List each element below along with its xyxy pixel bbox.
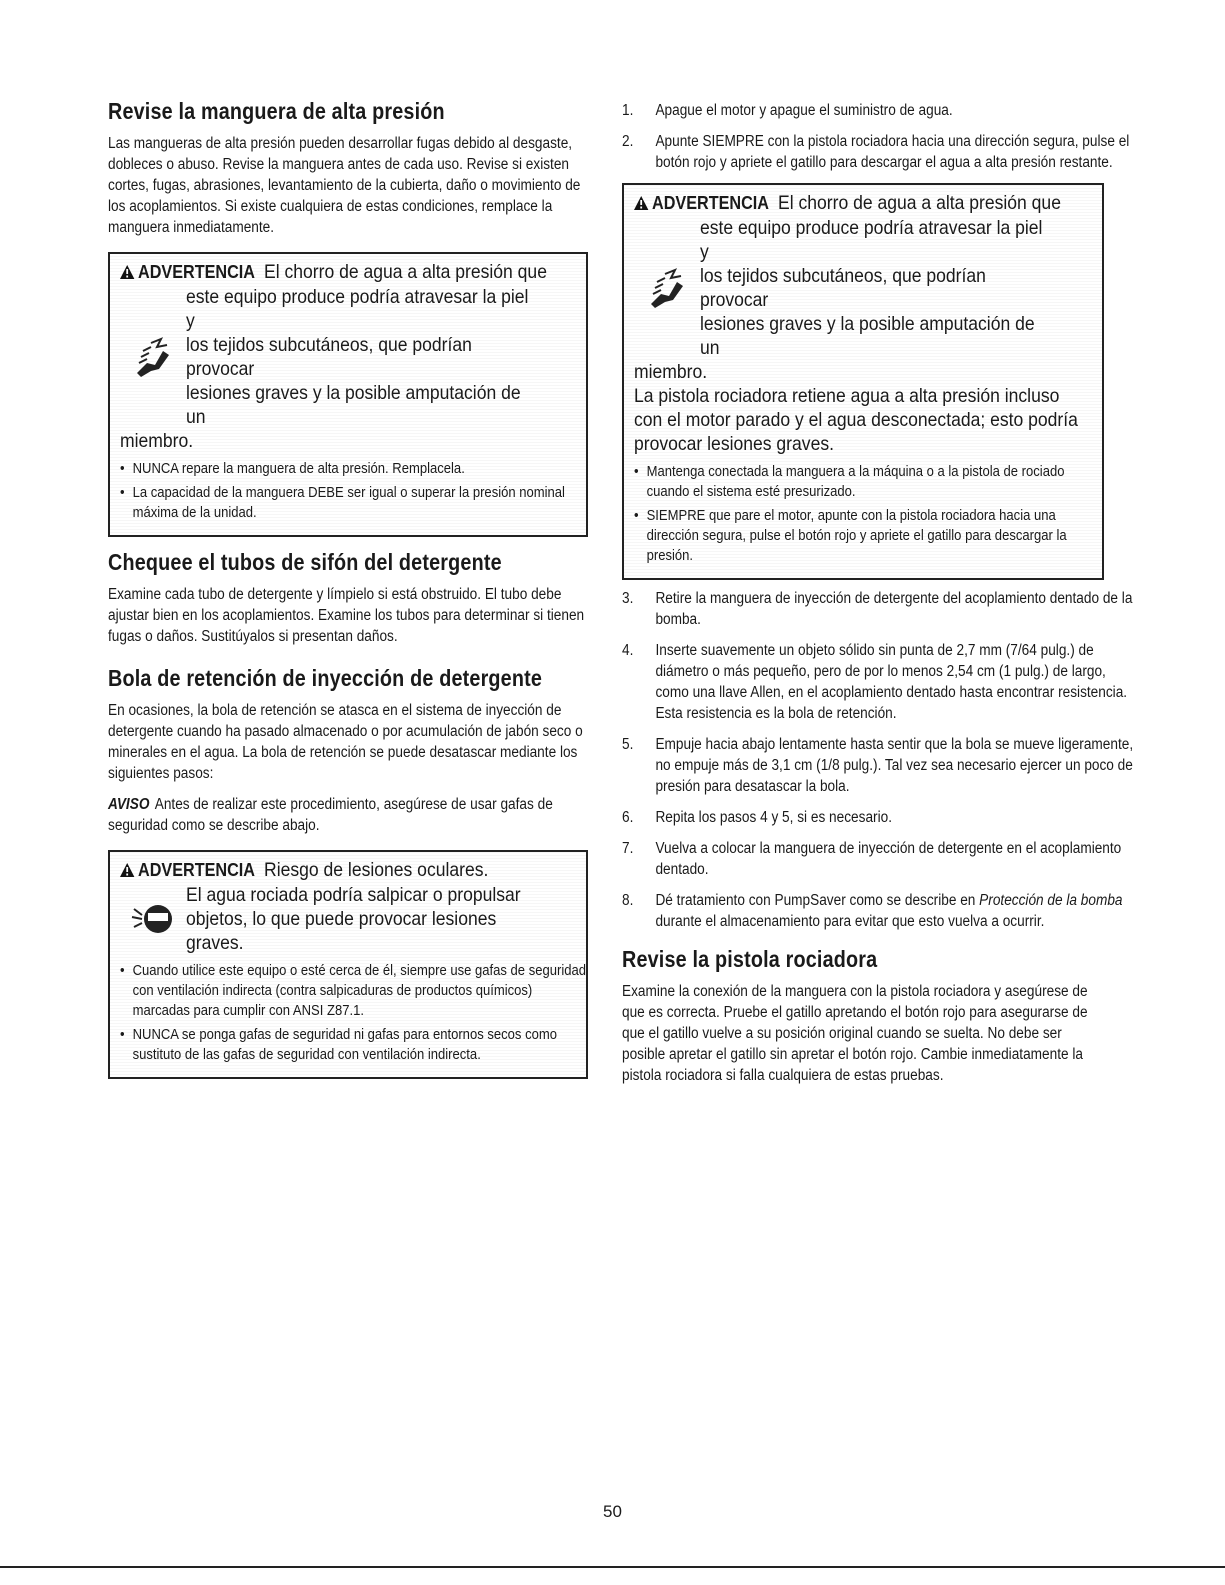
list-item: 5. Empuje hacia abajo lentamente hasta sentir que la bola se mueve ligeramente, no empuje más de 3,1 cm (1/8 pulg.). Tal vez sea necesario ejercer un poco de presión para desatascar la bola. <box>622 736 1134 795</box>
notice-paragraph: AVISO Antes de realizar este procedimiento, asegúrese de usar gafas de seguridad como se describe abajo. <box>108 796 553 834</box>
page-number: 50 <box>603 1502 622 1521</box>
warning-box-hose: ADVERTENCIA El chorro de agua a alta presión que este equipo produce podría atravesar la piel y los tejidos subcutáneos, que podrían provocar lesiones graves y la posible amputación de un miembro. • NUNCA repare la manguera de alta presión. Remplacela. • La capacidad de la manguera DEBE ser igual o superar la presión nominal máxima de la unidad. <box>108 252 588 537</box>
warning-box-gun: ADVERTENCIA El chorro de agua a alta presión que este equipo produce podría atravesar la piel y los tejidos subcutáneos, que podrían provocar lesiones graves y la posible amputación de un miembro. La pistola rociadora retiene agua a alta presión incluso con el motor parado y el agua desconectada; esto podría provocar lesiones graves. • Mantenga conectada la manguera a la máquina o a la pistola de rociado cuando el sistema esté presurizado. • SIEMPRE que pare el motor, apunte con la pistola rociadora hacia una dirección segura, pulse el botón rojo y apriete el gatillo para descargar la presión. <box>622 183 1104 580</box>
list-item: • SIEMPRE que pare el motor, apunte con la pistola rociadora hacia una dirección segura, pulse el botón rojo y apriete el gatillo para descargar la presión. <box>634 506 1104 566</box>
injection-hazard-icon <box>634 216 700 360</box>
paragraph-spray-gun: Examine la conexión de la manguera con la pistola rociadora y asegúrese de que es correcta. Pruebe el gatillo apretando el botón rojo para asegurarse de que el gatillo vuelve a su posición original cuando se suelta. No debe ser posible apretar el gatillo sin apretar el botón rojo. Cambie inmediatamente la pistola rociadora si falla cualquiera de estas pruebas. <box>622 983 1088 1084</box>
right-column <box>622 100 1134 1086</box>
list-item: 1. Apague el motor y apague el suministro de agua. <box>622 102 953 119</box>
list-item: • La capacidad de la manguera DEBE ser igual o superar la presión nominal máxima de la unidad. <box>120 483 588 523</box>
list-item: • NUNCA repare la manguera de alta presión. Remplacela. <box>120 459 588 479</box>
warning-bullets <box>120 459 576 523</box>
warning-box-eye: ADVERTENCIA Riesgo de lesiones oculares. El agua rociada podría salpicar o propulsar objetos, lo que puede provocar lesiones graves. • Cuando utilice este equipo o esté cerca de él, siempre use gafas de seguridad con ventilación indirecta (contra salpicaduras de productos químicos) marcadas para cumplir con ANSI Z87.1. • NUNCA se ponga gafas de seguridad ni gafas para entornos secos como sustituto de las gafas de seguridad con ventilación indirecta. <box>108 850 588 1079</box>
paragraph-siphon: Examine cada tubo de detergente y límpielo si está obstruido. El tubo debe ajustar bien en los acoplamientos. Examine los tubos para determinar si tienen fugas o daños. Sustitúyalos si presentan daños. <box>108 586 585 645</box>
heading-spray-gun: Revise la pistola rociadora <box>622 946 878 972</box>
paragraph-check-ball: En ocasiones, la bola de retención se atasca en el sistema de inyección de detergente cuando ha pasado almacenado o por acumulación de jabón seco o minerales en el agua. La bola de retención se puede desatascar mediante los siguientes pasos: <box>108 702 583 782</box>
warning-signal-word: ADVERTENCIA <box>652 193 770 213</box>
paragraph-hose: Las mangueras de alta presión pueden desarrollar fugas debido al desgaste, dobleces o abuso. Revise la manguera antes de cada uso. Revise si existen cortes, fugas, abrasiones, levantamiento de la cubierta, daño o movimiento de los acoplamientos. Si existe cualquiera de estas condiciones, remplace la manguera inmediatamente. <box>108 135 581 236</box>
warning-signal-word: ADVERTENCIA <box>138 860 256 880</box>
eye-injury-icon <box>120 883 186 955</box>
warning-triangle-icon <box>120 863 134 877</box>
warning-signal-word: ADVERTENCIA <box>138 262 256 282</box>
warning-triangle-icon <box>634 196 648 210</box>
steps-list <box>622 100 1130 173</box>
steps-list-continued <box>622 588 1134 932</box>
list-item: 8. Dé tratamiento con PumpSaver como se describe en Protección de la bomba durante el almacenamiento para evitar que esto vuelva a ocurrir. <box>622 892 1123 930</box>
list-item: 3. Retire la manguera de inyección de detergente del acoplamiento dentado de la bomba. <box>622 590 1133 628</box>
list-item: • Mantenga conectada la manguera a la máquina o a la pistola de rociado cuando el sistema esté presurizado. <box>634 462 1104 502</box>
bottom-rule <box>0 1566 1225 1568</box>
left-column <box>108 98 588 1087</box>
warning-triangle-icon <box>120 265 134 279</box>
list-item: 7. Vuelva a colocar la manguera de inyección de detergente en el acoplamiento dentado. <box>622 840 1122 878</box>
heading-siphon-tubes: Chequee el tubos de sifón del detergente <box>108 549 502 575</box>
warning-extra-text: La pistola rociadora retiene agua a alta presión incluso con el motor parado y el agua desconectada; esto podría provocar lesiones graves. <box>634 385 1078 455</box>
heading-check-ball: Bola de retención de inyección de detergente <box>108 665 543 691</box>
list-item: • Cuando utilice este equipo o esté cerca de él, siempre use gafas de seguridad con ventilación indirecta (contra salpicaduras de productos químicos) marcadas para cumplir con ANSI Z87.1. <box>120 961 588 1021</box>
warning-bullets <box>634 462 1092 566</box>
notice-label: AVISO <box>108 796 150 813</box>
injection-hazard-icon <box>120 285 186 429</box>
list-item: 6. Repita los pasos 4 y 5, si es necesario. <box>622 809 892 826</box>
list-item: 2. Apunte SIEMPRE con la pistola rociadora hacia una dirección segura, pulse el botón rojo y apriete el gatillo para descargar el agua a alta presión restante. <box>622 133 1130 171</box>
list-item: • NUNCA se ponga gafas de seguridad ni gafas para entornos secos como sustituto de las gafas de seguridad con ventilación indirecta. <box>120 1025 588 1065</box>
list-item: 4. Inserte suavemente un objeto sólido sin punta de 2,7 mm (7/64 pulg.) de diámetro o más pequeño, pero de por lo menos 2,54 cm (1 pulg.) de largo, como una llave Allen, en el acoplamiento dentado hasta encontrar resistencia. Esta resistencia es la bola de retención. <box>622 642 1128 722</box>
heading-high-pressure-hose: Revise la manguera de alta presión <box>108 98 445 124</box>
